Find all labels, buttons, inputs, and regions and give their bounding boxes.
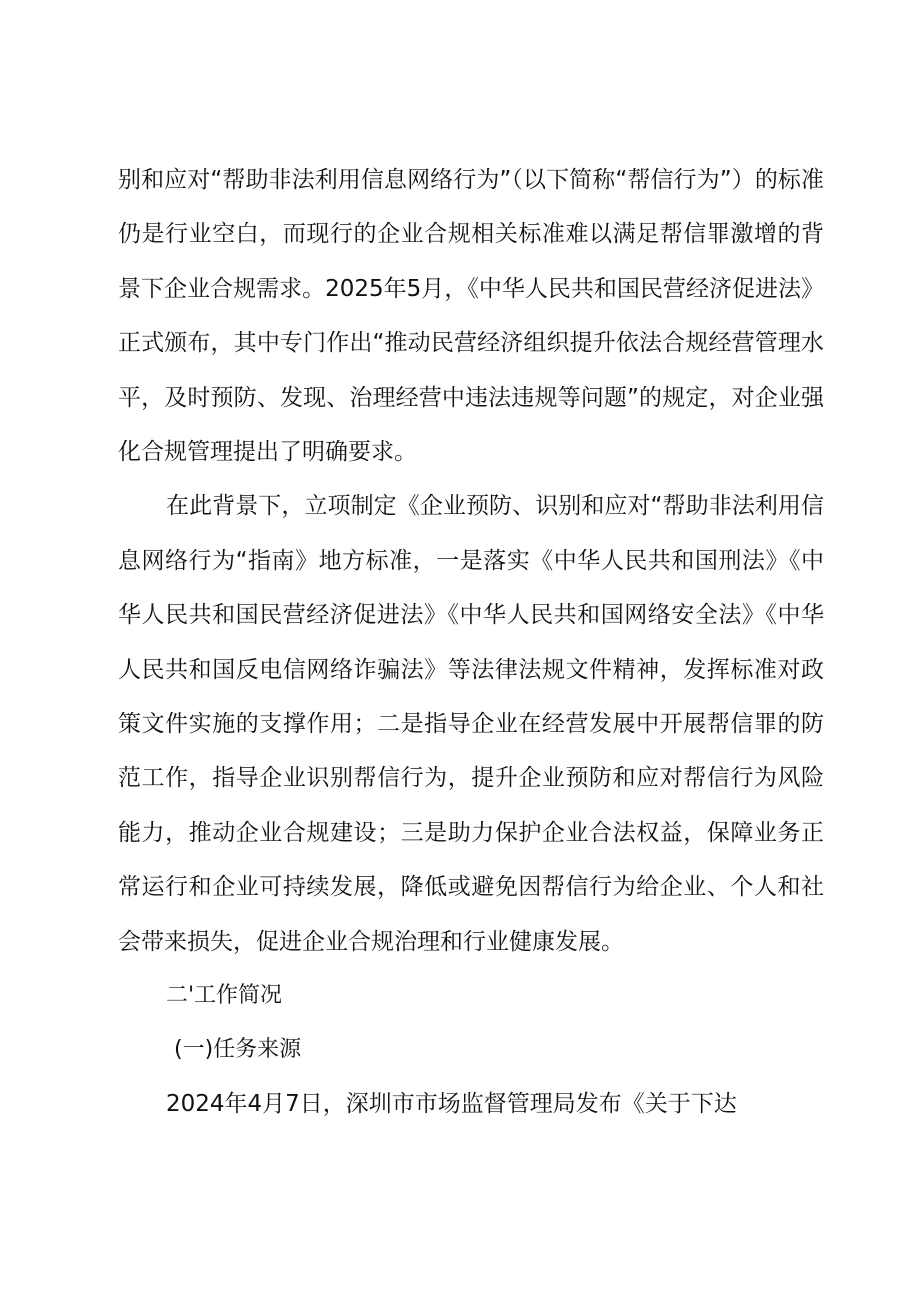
document-body	[118, 153, 824, 1132]
paragraph-task-source: 2024年4月7日，深圳市市场监督管理局发布《关于下达	[166, 1091, 737, 1118]
paragraph-purpose: 在此背景下，立项制定《企业预防、识别和应对“帮助非法利用信息网络行为“指南》地方标准，一是落实《中华人民共和国刑法》《中华人民共和国民营经济促进法》《中华人民共和国网络安全法》《中华人民共和国反电信网络诈骗法》等法律法规文件精神，发挥标准对政策文件实施的支撑作用；二是指导企业在经营发展中开展帮信罪的防范工作，指导企业识别帮信行为，提升企业预防和应对帮信行为风险能力，推动企业合规建设；三是助力保护企业合法权益，保障业务正常运行和企业可持续发展，降低或避免因帮信行为给企业、个人和社会带来损失，促进企业合规治理和行业健康发展。	[118, 493, 824, 955]
paragraph-background: 别和应对“帮助非法利用信息网络行为”（以下简称“帮信行为”）的标准仍是行业空白，而现行的企业合规相关标准难以满足帮信罪激增的背景下企业合规需求。2025年5月，《中华人民共和国民营经济促进法》正式颁布，其中专门作出“推动民营经济组织提升依法合规经营管理水平，及时预防、发现、治理经营中违法违规等问题”的规定，对企业强化合规管理提出了明确要求。	[118, 167, 824, 466]
subsection-heading-task-source: (一)任务来源	[174, 1037, 302, 1063]
section-heading-work-overview: 二'工作简况	[166, 983, 283, 1009]
